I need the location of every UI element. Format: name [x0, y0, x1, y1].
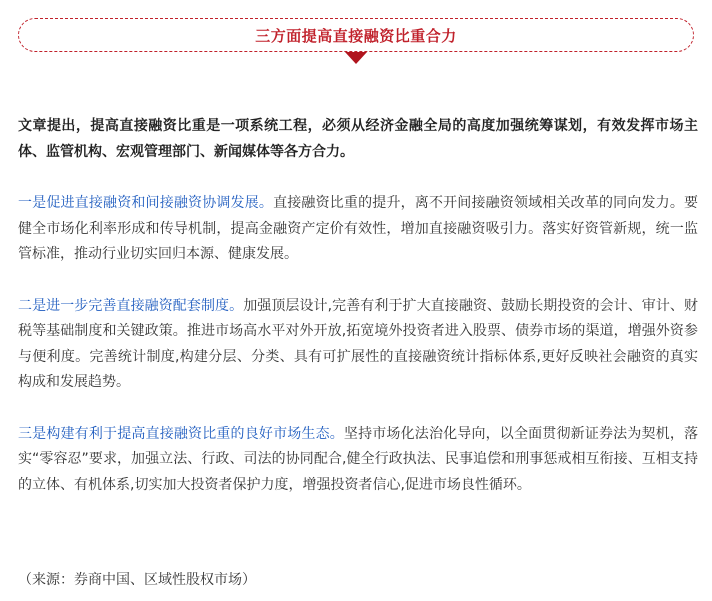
section-heading-3: 三是构建有利于提高直接融资比重的良好市场生态。	[18, 425, 344, 442]
article-body	[18, 114, 698, 524]
source-note: （来源：券商中国、区域性股权市场）	[18, 572, 256, 588]
intro-paragraph: 文章提出，提高直接融资比重是一项系统工程，必须从经济金融全局的高度加强统筹谋划，有效发挥市场主体、监管机构、宏观管理部门、新闻媒体等各方合力。	[18, 118, 698, 160]
title-pointer-triangle-icon	[345, 52, 367, 64]
section-heading-2: 二是进一步完善直接融资配套制度。	[18, 297, 244, 314]
section-paragraph-3	[18, 422, 698, 499]
section-body-1: 直接融资比重的提升，离不开间接融资领域相关改革的同向发力。要健全市场化利率形成和传导机制，提高金融资产定价有效性，增加直接融资吸引力。落实好资管新规，统一监管标准，推动行业切实回归本源、健康发展。	[18, 195, 699, 262]
section-heading-1: 一是促进直接融资和间接融资协调发展。	[18, 195, 274, 211]
section-paragraph-1	[18, 191, 698, 268]
section-body-2: 加强顶层设计,完善有利于扩大直接融资、鼓励长期投资的会计、审计、财税等基础制度和关键政策。推进市场高水平对外开放,拓宽境外投资者进入股票、债券市场的渠道，增强外资参与便利度。完善统计制度,构建分层、分类、具有可扩展性的直接融资统计指标体系,更好反映社会融资的真实构成和发展趋势。	[18, 297, 699, 390]
section-body-3: 坚持市场化法治化导向，以全面贯彻新证券法为契机，落实“零容忍”要求，加强立法、行政、司法的协同配合,健全行政执法、民事追偿和刑事惩戒相互衔接、互相支持的立体、有机体系,切实加大投资者保护力度，增强投资者信心,促进市场良性循环。	[18, 425, 699, 493]
section-title-banner	[18, 18, 694, 52]
page-title: 三方面提高直接融资比重合力	[255, 26, 457, 45]
section-paragraph-2	[18, 294, 698, 396]
